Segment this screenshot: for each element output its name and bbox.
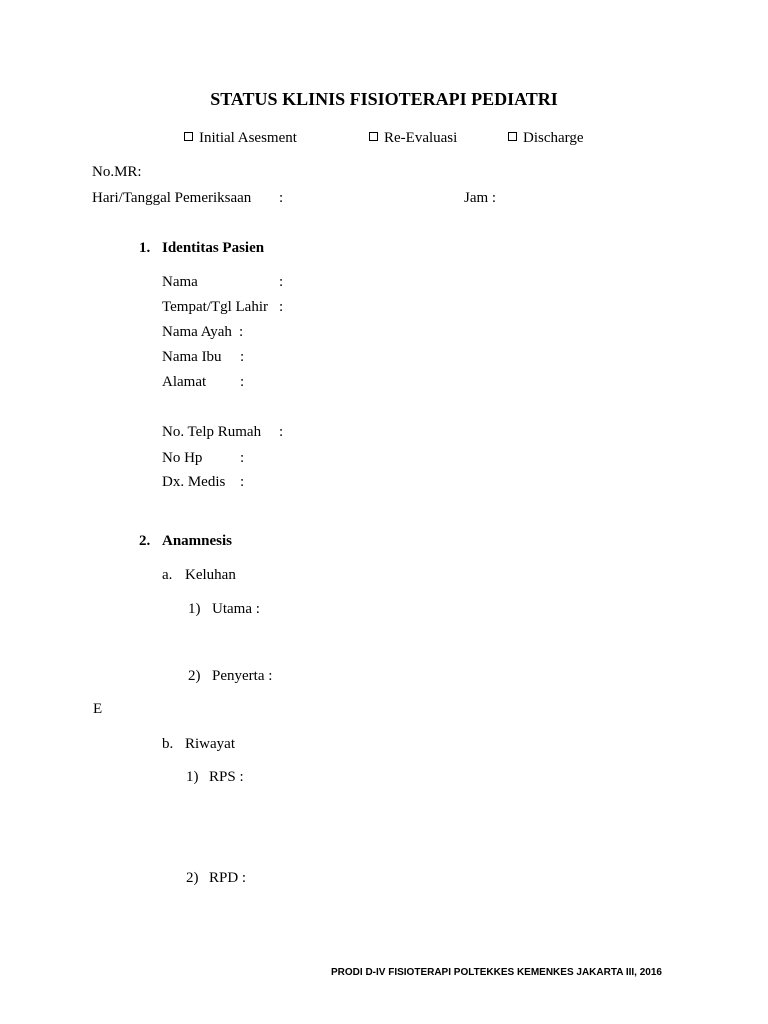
field-label-no-hp: No Hp — [162, 450, 203, 466]
a-item-marker: 2) — [188, 668, 201, 684]
checkbox-icon[interactable] — [508, 132, 517, 141]
field-colon: : — [240, 450, 245, 466]
a-item-utama: Utama : — [212, 601, 260, 617]
field-label-nama: Nama — [162, 274, 198, 290]
checkbox-label: Discharge — [523, 130, 584, 146]
field-colon: : — [279, 274, 284, 290]
field-label-alamat: Alamat — [162, 374, 207, 390]
checkbox-initial-asesment[interactable] — [184, 129, 297, 147]
field-label-dx-medis: Dx. Medis — [162, 474, 226, 490]
field-colon: : — [240, 349, 245, 365]
a-item-penyerta: Penyerta : — [212, 668, 273, 684]
field-colon: : — [279, 424, 284, 440]
field-label-nama-ayah: Nama Ayah — [162, 324, 232, 340]
field-label-no-telp-rumah: No. Telp Rumah — [162, 424, 262, 440]
date-label: Hari/Tanggal Pemeriksaan — [92, 190, 252, 206]
field-colon: : — [239, 324, 244, 340]
field-colon: : — [240, 474, 245, 490]
field-label-nama-ibu: Nama Ibu — [162, 349, 222, 365]
page-footer: PRODI D-IV FISIOTERAPI POLTEKKES KEMENKES JAKARTA III, 2016 — [331, 967, 662, 978]
section1-number: 1. — [139, 240, 151, 256]
b-item-rps: RPS : — [209, 769, 244, 785]
section1-title: Identitas Pasien — [162, 240, 265, 256]
sub-b-label: Riwayat — [185, 736, 235, 752]
document-title: STATUS KLINIS FISIOTERAPI PEDIATRI — [210, 89, 558, 109]
checkbox-label: Initial Asesment — [199, 130, 297, 146]
no-mr-label: No.MR: — [92, 164, 142, 180]
section2-title: Anamnesis — [162, 533, 233, 549]
b-item-rpd: RPD : — [209, 870, 247, 886]
checkbox-label: Re-Evaluasi — [384, 130, 458, 146]
field-colon: : — [279, 299, 284, 315]
b-item-marker: 1) — [186, 769, 199, 785]
field-label-tempat-tgl-lahir: Tempat/Tgl Lahir — [162, 299, 268, 315]
a-item-marker: 1) — [188, 601, 201, 617]
jam-label: Jam : — [464, 190, 497, 206]
b-item-marker: 2) — [186, 870, 199, 886]
sub-a-label: Keluhan — [185, 567, 236, 583]
checkbox-icon[interactable] — [184, 132, 193, 141]
checkbox-icon[interactable] — [369, 132, 378, 141]
sub-b-marker: b. — [162, 736, 174, 752]
field-colon: : — [240, 374, 245, 390]
sub-a-marker: a. — [162, 567, 173, 583]
date-colon: : — [279, 190, 284, 206]
stray-text: E — [93, 701, 103, 717]
checkbox-discharge[interactable] — [508, 129, 584, 147]
section2-number: 2. — [139, 533, 151, 549]
checkbox-re-evaluasi[interactable] — [369, 129, 457, 147]
